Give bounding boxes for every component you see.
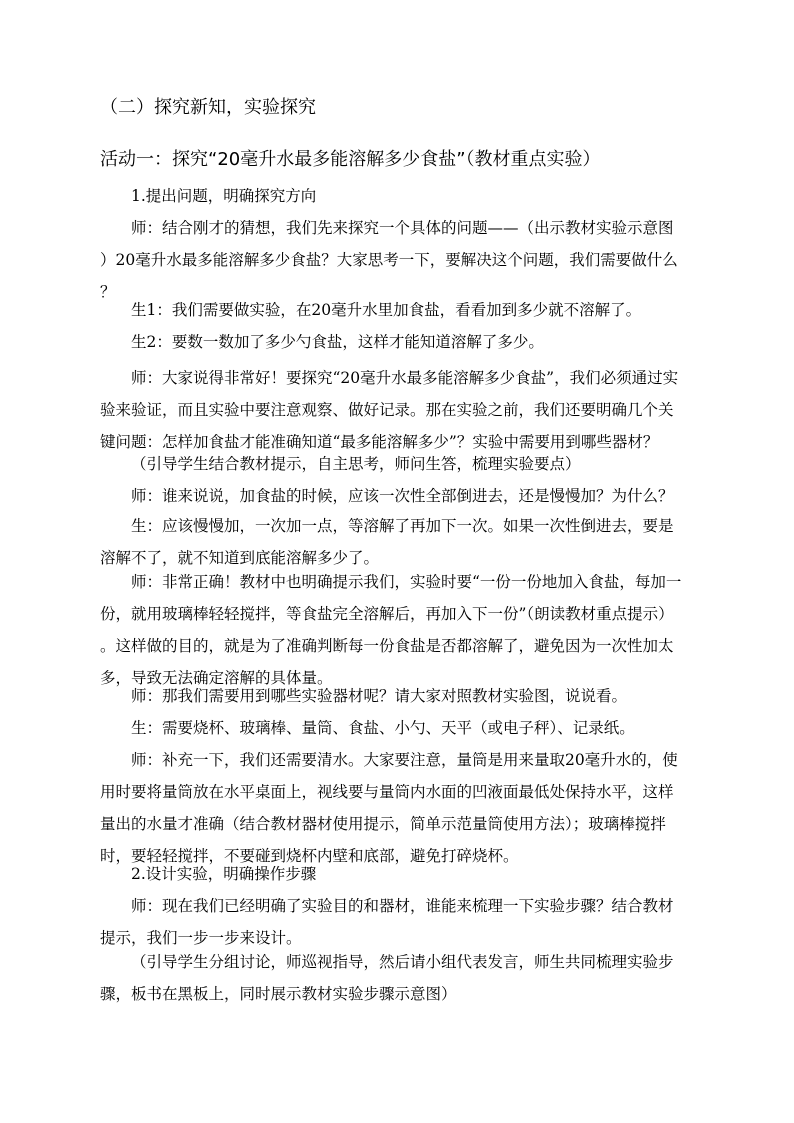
paragraph [100,180,694,212]
paragraph [100,680,694,712]
paragraph-line: 师：谁来说说，加食盐的时候，应该一次性全部倒进去，还是慢慢加？为什么？ [131,487,674,505]
paragraph-line: 提示，我们一步一步来设计。 [100,929,302,947]
paragraph-line: 师：非常正确！教材中也明确提示我们，实验时要“一份一份地加入食盐，每加一 [131,573,682,591]
paragraph [100,858,694,890]
paragraph-line: ）20毫升水最多能溶解多少食盐？大家思考一下，要解决这个问题，我们需要做什么 [100,251,678,269]
paragraph-line: 生：应该慢慢加，一次加一点，等溶解了再加下一次。如果一次性倒进去，要是 [131,517,674,535]
paragraph-line: 用时要将量筒放在水平桌面上，视线要与量筒内水面的凹液面最低处保持水平，这样 [100,783,674,801]
subsection-heading: 1.提出问题，明确探究方向 [131,187,317,205]
paragraph [100,946,694,1010]
paragraph [100,510,694,574]
paragraph-line: 量出的水量才准确（结合教材器材使用提示，简单示范量筒使用方法）；玻璃棒搅拌 [100,815,666,833]
paragraph [100,566,694,694]
paragraph [100,448,694,480]
paragraph-line: 键问题：怎样加食盐才能准确知道“最多能溶解多少”？实验中需要用到哪些器材？ [100,433,659,451]
paragraph-line: （引导学生分组讨论，师巡视指导，然后请小组代表发言，师生共同梳理实验步 [131,953,674,971]
paragraph-line: 验来验证，而且实验中要注意观察、做好记录。那在实验之前，我们还要明确几个关 [100,401,674,419]
paragraph [100,480,694,512]
paragraph [100,712,694,744]
paragraph-line: 生1：我们需要做实验，在20毫升水里加食盐，看看加到多少就不溶解了。 [131,301,642,319]
subsection-heading: 2.设计实验，明确操作步骤 [131,865,317,883]
paragraph-line: 师：大家说得非常好！要探究“20毫升水最多能溶解多少食盐”，我们必须通过实 [131,369,679,387]
paragraph-line: （引导学生结合教材提示，自主思考，师问生答，梳理实验要点） [131,455,581,473]
activity-heading: 活动一：探究“20毫升水最多能溶解多少食盐”（教材重点实验） [100,149,601,170]
section-heading: （二）探究新知，实验探究 [100,97,316,118]
paragraph [100,294,694,326]
paragraph-line: 多，导致无法确定溶解的具体量。 [100,669,333,687]
paragraph-line: 生2：要数一数加了多少勺食盐，这样才能知道溶解了多少。 [131,333,544,351]
paragraph-line: 师：那我们需要用到哪些实验器材呢？请大家对照教材实验图，说说看。 [131,687,628,705]
paragraph [100,362,694,458]
paragraph [100,326,694,358]
paragraph-line: 师：结合刚才的猜想，我们先来探究一个具体的问题——（出示教材实验示意图 [131,219,674,237]
paragraph-line: 溶解不了，就不知道到底能溶解多少了。 [100,549,380,567]
paragraph-line: 师：现在我们已经明确了实验目的和器材，谁能来梳理一下实验步骤？结合教材 [131,897,674,915]
paragraph-line: 师：补充一下，我们还需要清水。大家要注意，量筒是用来量取20毫升水的，使 [131,751,678,769]
paragraph-line: 。这样做的目的，就是为了准确判断每一份食盐是否都溶解了，避免因为一次性加太 [100,637,674,655]
paragraph-line: 生：需要烧杯、玻璃棒、量筒、食盐、小勺、天平（或电子秤）、记录纸。 [131,719,635,737]
paragraph-line: 份，就用玻璃棒轻轻搅拌，等食盐完全溶解后，再加入下一份”（朗读教材重点提示） [100,605,674,623]
paragraph [100,744,694,872]
paragraph-line: 时，要轻轻搅拌，不要碰到烧杯内壁和底部，避免打碎烧杯。 [100,847,519,865]
paragraph-line: ？ [100,283,116,301]
paragraph [100,890,694,954]
paragraph-line: 骤，板书在黑板上，同时展示教材实验步骤示意图） [100,985,457,1003]
